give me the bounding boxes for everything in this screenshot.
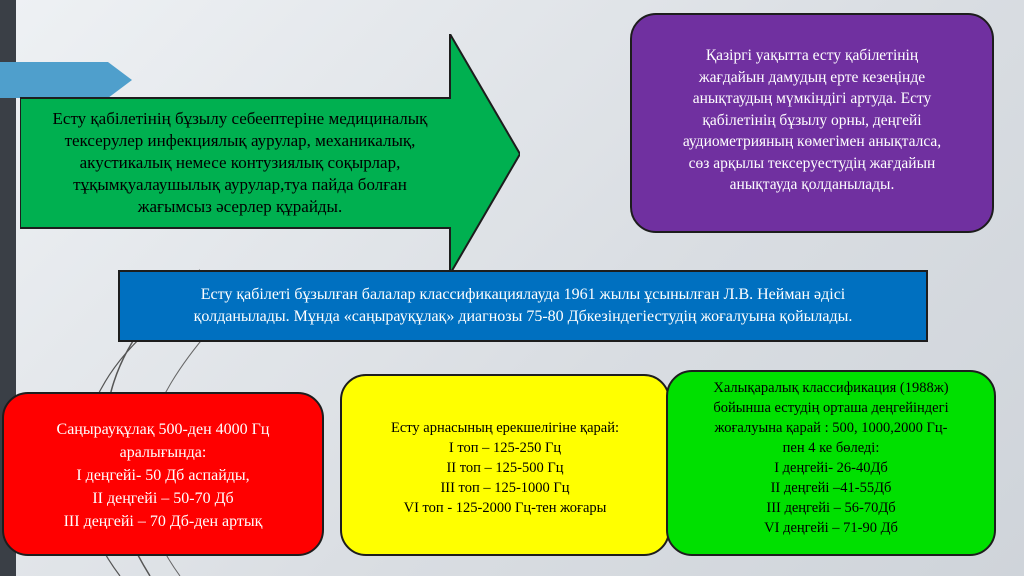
green-box-line: VI деңгейі – 71-90 Дб [764, 520, 898, 536]
purple-box-line: сөз арқылы тексеруестудің жағдайын [688, 154, 936, 172]
red-box-line: ІІ деңгейі – 50-70 Дб [92, 490, 234, 507]
blue-box-line: Есту қабілеті бұзылған балалар классификациялауда 1961 жылы ұсынылған Л.В. Нейман әдісі [200, 286, 846, 303]
red-box-line: І деңгейі- 50 Дб аспайды, [76, 467, 250, 484]
purple-box-line: Қазіргі уақытта есту қабілетінің [705, 47, 919, 64]
green-info-box [666, 370, 996, 556]
yellow-box-line: ІІ топ – 125-500 Гц [446, 460, 564, 476]
arrow-text-line: жағымсыз әсерлер құрайды. [137, 197, 343, 216]
green-box-line: І деңгейі- 26-40Дб [774, 460, 888, 476]
purple-box-line: аудиометрияның көмегімен анықталса, [682, 133, 942, 150]
red-box-line: Саңырауқұлақ 500-ден 4000 Гц [56, 421, 270, 438]
green-box-line: ІІІ деңгейі – 56-70Дб [766, 500, 896, 516]
yellow-box-line: І топ – 125-250 Гц [448, 440, 562, 456]
red-box-line: ІІІ деңгейі – 70 Дб-ден артық [63, 513, 263, 530]
arrow-text-line: тексерулер инфекциялық аурулар, механикалық, [64, 131, 416, 150]
yellow-info-box [340, 374, 670, 556]
red-info-box [2, 392, 324, 556]
yellow-box-line: VI топ - 125-2000 Гц-тен жоғары [403, 500, 607, 516]
red-box-line: аралығында: [119, 444, 207, 461]
green-box-line: Халықаралық классификация (1988ж) [713, 380, 949, 396]
purple-box-line: жағдайын дамудың ерте кезеңінде [698, 68, 926, 86]
purple-info-box [630, 13, 994, 233]
arrow-text-line: тұқымқуалаушылық аурулар,туа пайда болған [73, 175, 407, 194]
blue-box-line: қолданылады. Мұнда «саңырауқұлақ» диагнозы 75-80 Дбкезіндегіестудің жоғалуына қойылады. [193, 308, 853, 325]
purple-box-line: анықтаудың мүмкіндігі артуда. Есту [692, 90, 932, 107]
green-box-line: бойынша естудің орташа деңгейіндегі [713, 400, 949, 416]
purple-box-line: анықтауда қолданылады. [729, 176, 895, 193]
green-box-line: ІІ деңгейі –41-55Дб [770, 480, 892, 496]
green-box-line: пен 4 ке бөледі: [782, 440, 880, 456]
purple-box-line: қабілетінің бұзылу орны, деңгейі [702, 111, 922, 129]
green-box-line: жоғалуына қарай : 500, 1000,2000 Гц- [714, 420, 948, 436]
yellow-box-line: Есту арнасының ерекшелігіне қарай: [390, 420, 620, 436]
arrow-text-line: акустикалық немесе контузиялық соқырлар, [79, 153, 401, 172]
blue-info-box [118, 270, 928, 342]
arrow-text [24, 98, 456, 228]
yellow-box-line: ІІІ топ – 125-1000 Гц [440, 480, 570, 496]
arrow-text-line: Есту қабілетінің бұзылу себеептеріне медициналық [52, 109, 428, 128]
